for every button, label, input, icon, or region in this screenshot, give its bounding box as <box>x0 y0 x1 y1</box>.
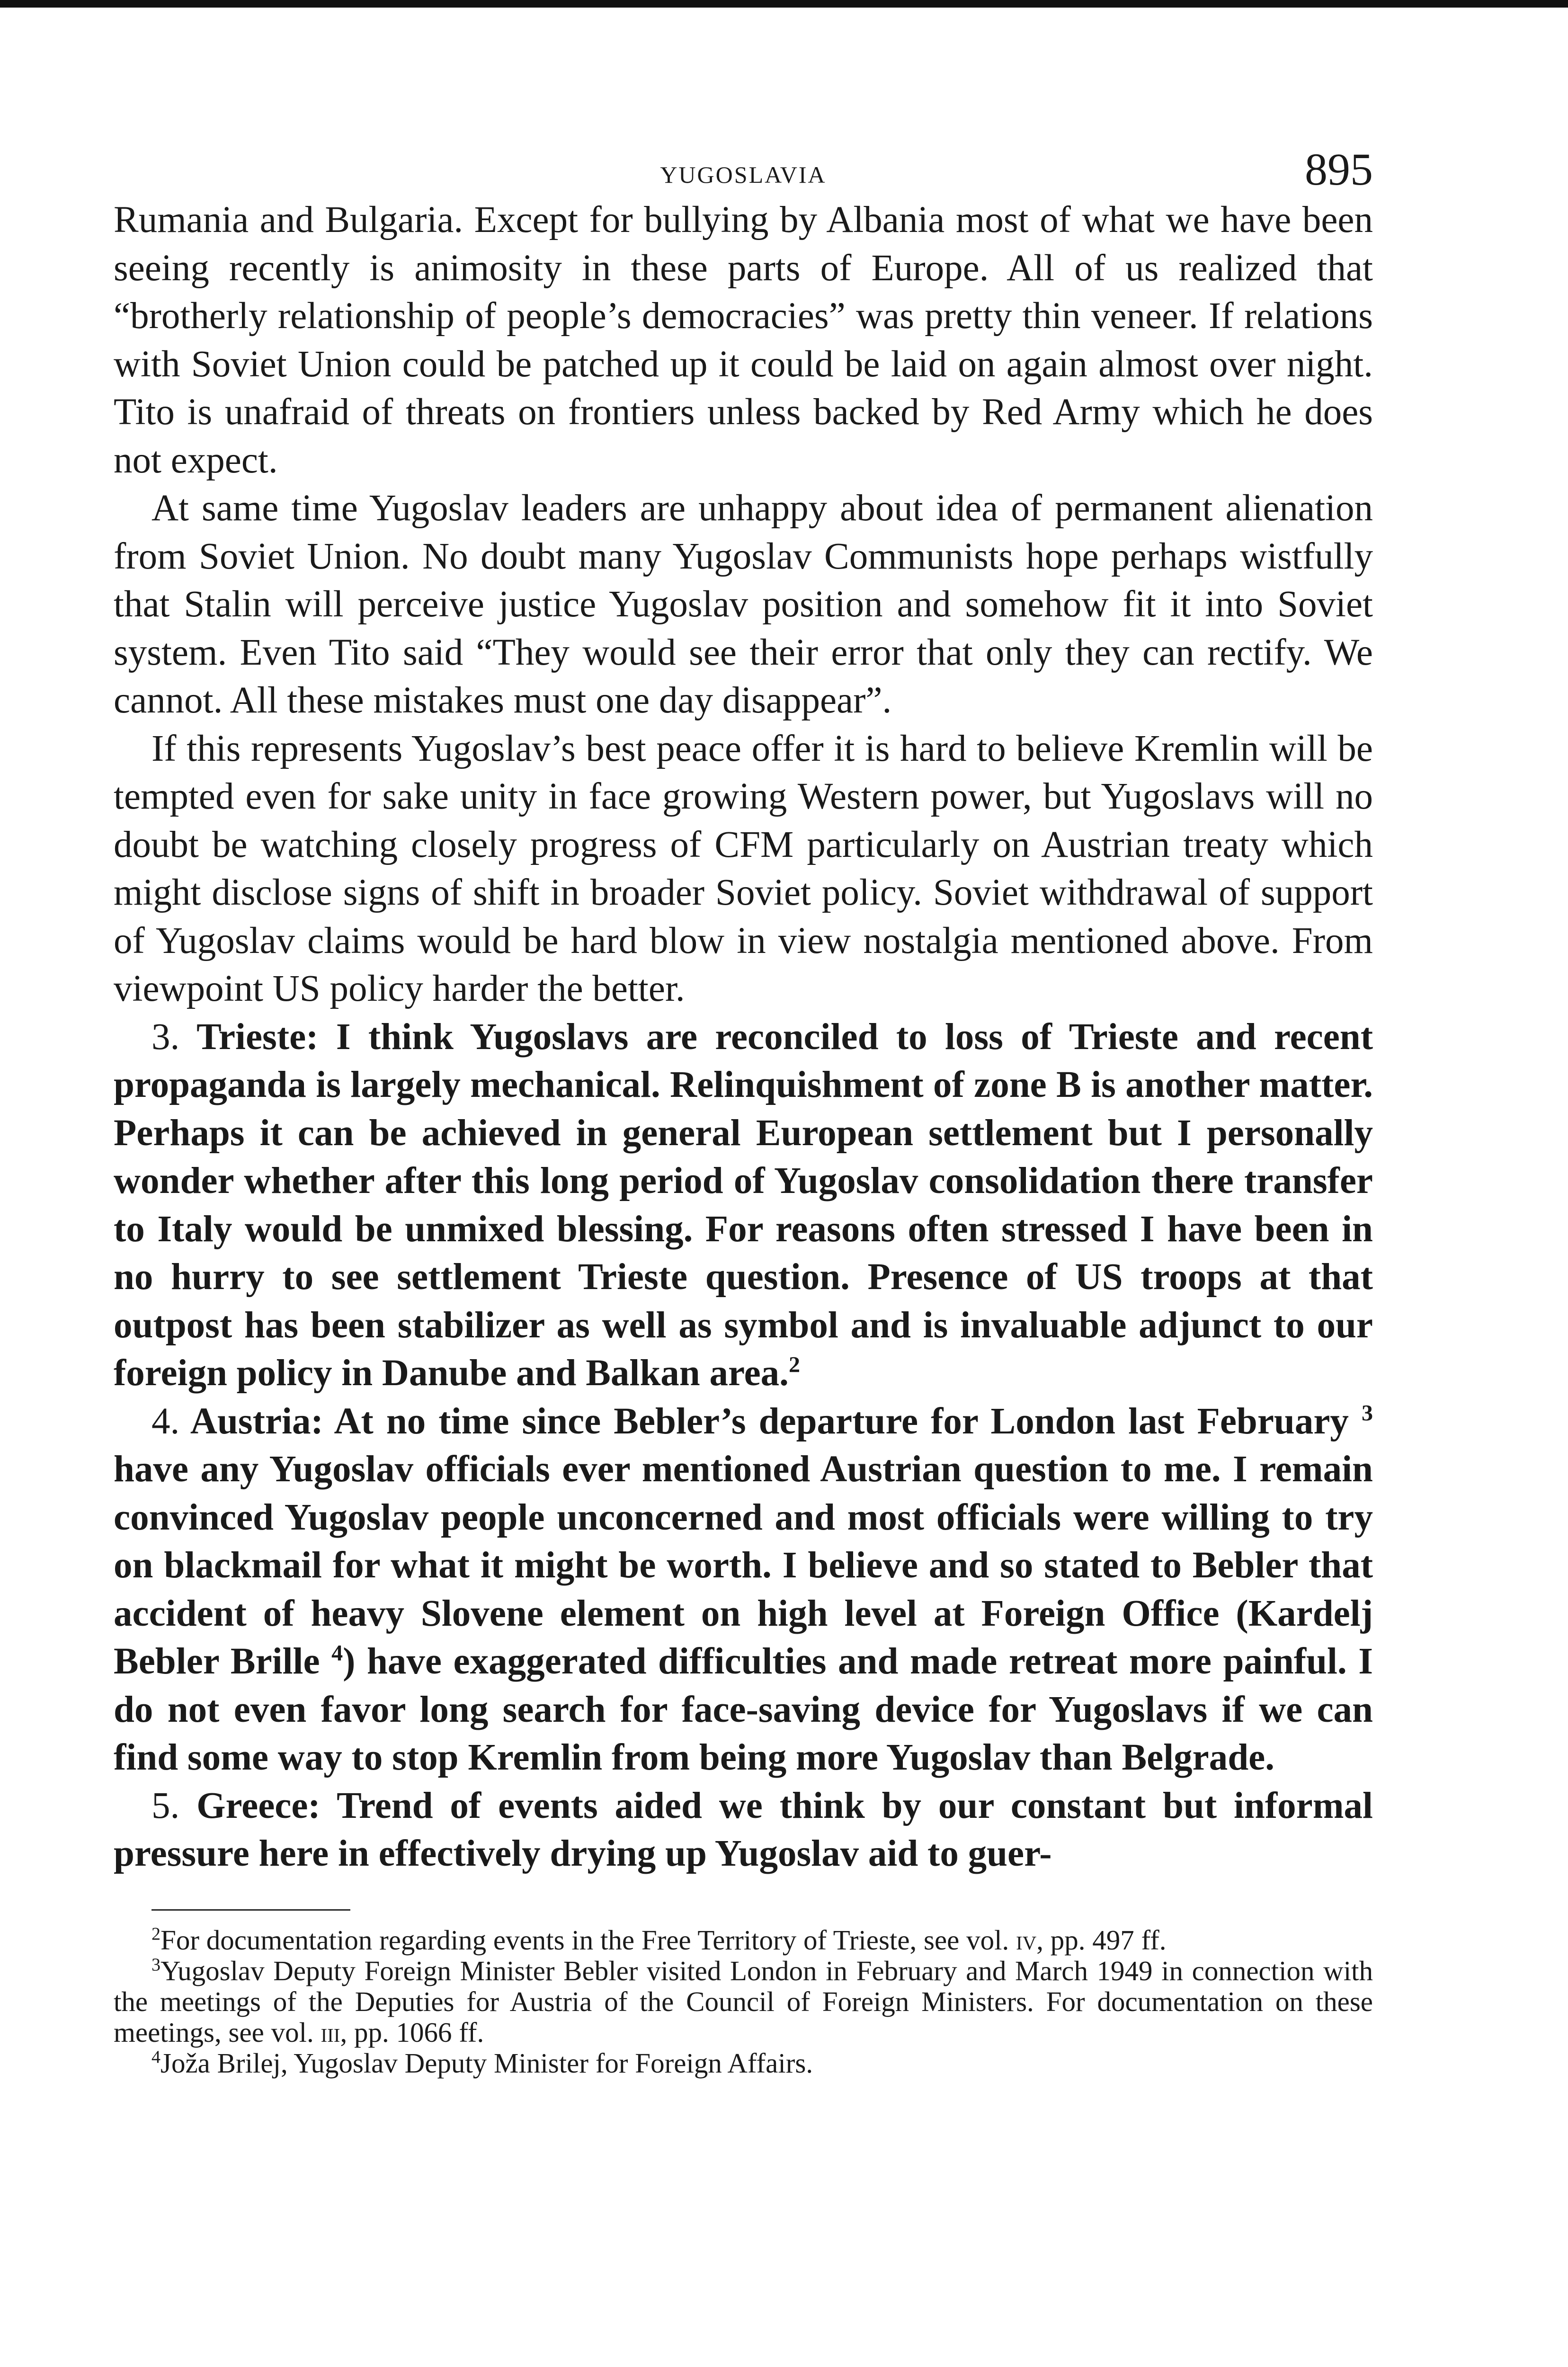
paragraph-greece <box>114 1782 1373 1878</box>
paragraph-text: At no time since Bebler’s departure for London last February <box>334 1400 1349 1442</box>
paragraph-trieste <box>114 1013 1373 1397</box>
footnote-text: Joža Brilej, Yugoslav Deputy Minister for Foreign Affairs. <box>160 2047 813 2079</box>
footnote-3 <box>114 1956 1373 2048</box>
paragraph-number: 3. <box>151 1016 180 1058</box>
paragraph-text: Rumania and Bulgaria. Except for bullying by Albania most of what we have been seeing recently is animosity in these parts of Europe. All of us realized that “brotherly relationship of people’s democracies” was pretty thin veneer. If relations with Soviet Union could be patched up it could be laid on again almost over night. Tito is unafraid of threats on frontiers unless backed by Red Army which he does not expect. <box>114 199 1373 481</box>
paragraph-lead: Trieste: <box>196 1016 319 1058</box>
paragraph-text: I think Yugoslavs are reconciled to loss of Trieste and recent propaganda is largely mechanical. Relinquishment of zone B is another matter. Perhaps it can be achieved in general European settlement but I personally wonder whether after this long period of Yugoslav consolidation there transfer to Italy would be unmixed blessing. For reasons often stressed I have been in no hurry to see settlement Trieste question. Presence of US troops at that outpost has been stabilizer as well as symbol and is invaluable adjunct to our foreign policy in Danube and Balkan area. <box>114 1016 1373 1394</box>
document-page <box>114 137 1373 2079</box>
footnote-text: , pp. 497 ff. <box>1036 1924 1167 1956</box>
page-number: 895 <box>1305 144 1373 195</box>
paragraph-text: ) have exaggerated difficulties and made retreat more painful. I do not even favor long search for face-saving device for Yugoslavs if we can find some way to stop Kremlin from being more Yugoslav than Belgrade. <box>114 1641 1373 1778</box>
footnote-mark: 3 <box>151 1954 160 1975</box>
footnote-2 <box>114 1925 1373 1956</box>
paragraph-continuation <box>114 196 1373 484</box>
volume-number: iv <box>1016 1924 1037 1956</box>
paragraph-text: If this represents Yugoslav’s best peace offer it is hard to believe Kremlin will be tempted even for sake unity in face growing Western power, but Yugoslavs will no doubt be watching closely progress of CFM particularly on Austrian treaty which might disclose signs of shift in broader Soviet policy. Soviet withdrawal of support of Yugoslav claims would be hard blow in view nostalgia mentioned above. From viewpoint US policy harder the better. <box>114 728 1373 1009</box>
paragraph-peace-offer <box>114 725 1373 1013</box>
footnote-text: Yugoslav Deputy Foreign Minister Bebler visited London in February and March 1949 in connection with the meetings of the Deputies for Austria of the Council of Foreign Ministers. For documentation on these meetings, see vol. <box>114 1955 1373 2048</box>
paragraph-yugoslav-leaders <box>114 484 1373 725</box>
footnotes <box>114 1925 1373 2079</box>
running-head <box>114 137 1373 194</box>
paragraph-austria <box>114 1397 1373 1782</box>
body-text <box>114 196 1373 1878</box>
footnote-4 <box>114 2048 1373 2079</box>
paragraph-lead: Greece: <box>196 1785 321 1826</box>
paragraph-number: 4. <box>151 1400 180 1442</box>
footnote-reference[interactable]: 4 <box>331 1640 343 1666</box>
footnote-reference[interactable]: 3 <box>1361 1400 1373 1426</box>
footnote-text: For documentation regarding events in the Free Territory of Trieste, see vol. <box>160 1924 1009 1956</box>
running-title: YUGOSLAVIA <box>660 161 827 188</box>
footnote-mark: 4 <box>151 2047 160 2067</box>
footnote-mark: 2 <box>151 1923 160 1944</box>
paragraph-text: At same time Yugoslav leaders are unhappy about idea of permanent alienation from Soviet Union. No doubt many Yugoslav Communists hope perhaps wistfully that Stalin will perceive justice Yugoslav position and somehow fit it into Soviet system. Even Tito said “They would see their error that only they can rectify. We cannot. All these mistakes must one day disappear”. <box>114 488 1373 721</box>
footnote-divider <box>151 1909 350 1911</box>
volume-number: iii <box>321 2016 340 2048</box>
top-edge-rule <box>0 0 1568 8</box>
footnote-reference[interactable]: 2 <box>788 1352 800 1378</box>
paragraph-lead: Austria: <box>190 1400 323 1442</box>
paragraph-number: 5. <box>151 1785 180 1826</box>
paragraph-text: Trend of events aided we think by our constant but informal pressure here in effectively drying up Yugoslav aid to guer- <box>114 1785 1373 1874</box>
paragraph-text: have any Yugoslav officials ever mentioned Austrian question to me. I remain convinced Yugoslav people unconcerned and most officials were willing to try on blackmail for what it might be worth. I believe and so stated to Bebler that accident of heavy Slovene element on high level at Foreign Office (Kardelj Bebler Brille <box>114 1449 1373 1682</box>
footnote-text: , pp. 1066 ff. <box>340 2016 484 2048</box>
